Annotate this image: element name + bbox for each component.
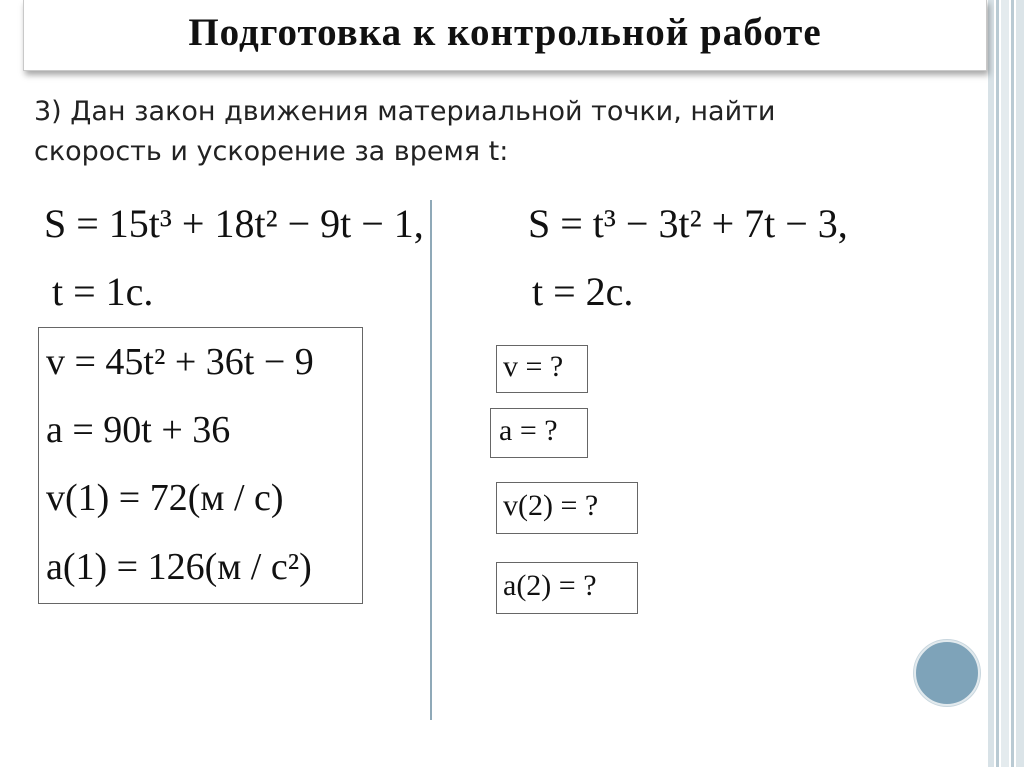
slide-title: Подготовка к контрольной работе	[188, 11, 822, 54]
decorative-stripes	[988, 0, 1024, 767]
task-text	[34, 92, 874, 172]
title-bar	[23, 0, 987, 71]
left-motion-law: S = 15t³ + 18t² − 9t − 1,	[44, 201, 424, 246]
right-time: t = 2с.	[532, 269, 634, 314]
task-line-1: 3) Дан закон движения материальной точки, найти	[34, 96, 776, 127]
left-acceleration-value: a(1) = 126(м / с²)	[46, 546, 312, 588]
right-acceleration-value-question: a(2) = ?	[503, 569, 597, 602]
right-acceleration-question: a = ?	[499, 414, 558, 447]
task-line-2: скорость и ускорение за время t:	[34, 136, 509, 167]
decorative-circle	[914, 640, 980, 706]
right-motion-law: S = t³ − 3t² + 7t − 3,	[528, 201, 848, 246]
right-velocity-value-question: v(2) = ?	[503, 489, 599, 522]
left-velocity-value: v(1) = 72(м / с)	[46, 477, 284, 519]
left-time: t = 1с.	[52, 269, 154, 314]
left-acceleration-formula: a = 90t + 36	[46, 409, 231, 451]
column-divider	[430, 200, 432, 720]
left-velocity-formula: v = 45t² + 36t − 9	[46, 341, 314, 383]
right-velocity-question: v = ?	[503, 350, 564, 383]
